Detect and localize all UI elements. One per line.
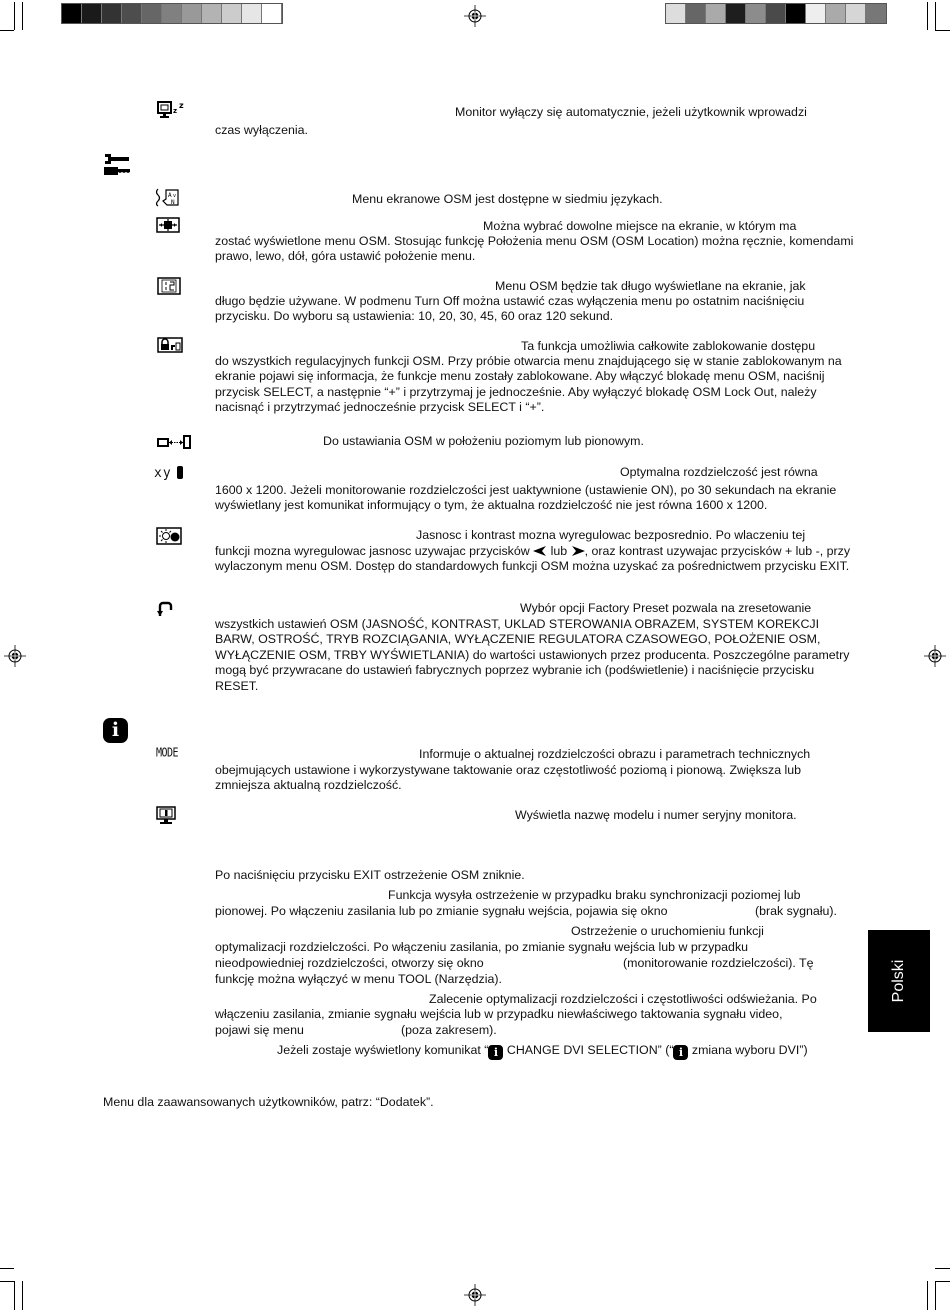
monitor-info-text-line1: Wyświetla nazwę modelu i numer seryjny monitora. — [515, 808, 797, 822]
calibration-swatch — [806, 4, 826, 23]
out-of-range-text-line2: włączeniu zasilania, zmianie sygnału wejścia lub w przypadku niewłaściwego taktowania sygnału video, — [215, 1007, 783, 1021]
out-of-range-text-line3b: (poza zakresem). — [401, 1023, 497, 1037]
calibration-swatch — [122, 4, 142, 23]
calibration-swatch — [786, 4, 806, 23]
monitor-info-icon — [156, 806, 176, 826]
crop-mark — [22, 2, 23, 30]
mode-icon-label: MODE — [156, 746, 179, 761]
brightness-contrast-icon — [156, 527, 182, 545]
calibration-swatch — [866, 4, 886, 23]
crop-mark — [22, 1281, 23, 1310]
crop-mark — [0, 1281, 14, 1282]
svg-text:N: N — [171, 199, 175, 206]
resolution-warning-text-line2: optymalizacji rozdzielczości. Po włączeniu zasilania, po zmianie sygnału wejścia lub w przypadku — [215, 940, 749, 954]
left-arrow-icon — [533, 546, 547, 556]
crop-mark — [935, 30, 950, 31]
resolution-warning-text-line1: Ostrzeżenie o uruchomieniu funkcji — [571, 924, 764, 938]
factory-preset-text: wszystkich ustawień OSM (JASNOŚĆ, KONTRAST, UKLAD STEROWANIA OBRAZEM, SYSTEM KOREKCJI BARW, OSTROŚĆ, TRYB ROZCIĄGANIA, WYŁĄCZENIE REGULATORA CZASOWEGO, POŁOŻENIE OSM, WYŁĄCZENIE OSM, TRBY WYŚWIETLANIA) do wartości ustawionych przez producenta. Poszczególne parametry mogą być przywracane do ustawień fabrycznych poprzez wybranie ich (podświetlenie) i naciśnięcie przycisku RESET. — [215, 617, 850, 693]
calibration-swatch — [62, 4, 82, 23]
svg-text:z: z — [173, 107, 178, 115]
reset-arrow-icon — [157, 601, 173, 617]
info-icon: i — [488, 1045, 503, 1060]
calibration-swatch — [142, 4, 162, 23]
osm-timer-icon — [157, 277, 181, 295]
calibration-swatch — [202, 4, 222, 23]
calibration-swatch — [846, 4, 866, 23]
crop-mark — [935, 2, 936, 30]
svg-text:z: z — [179, 101, 184, 110]
hot-key-text-line1: Jasnosc i kontrast mozna wyregulowac bezposrednio. Po wlaczeniu tej — [416, 528, 806, 542]
crop-mark — [14, 2, 15, 30]
no-signal-text-line1: Funkcja wysyła ostrzeżenie w przypadku braku synchronizacji poziomej lub — [388, 888, 801, 902]
side-tab-label: Polski — [890, 959, 907, 1003]
no-signal-text-line2b: (brak sygnału). — [755, 904, 837, 918]
calibration-swatch — [262, 4, 282, 23]
registration-mark-icon — [4, 645, 26, 667]
resolution-warning-text-line3b: (monitorowanie rozdzielczości). Tę — [623, 956, 814, 970]
dvi-text-b: CHANGE DVI SELECTION” (“ — [503, 1043, 674, 1057]
crop-mark — [927, 2, 928, 30]
off-timer-text: czas wyłączenia. — [215, 123, 308, 137]
display-mode-text: obejmujących ustawione i wykorzystywane taktowanie oraz częstotliwość poziomą i pionową. Zwiększa lub zmniejsza aktualną rozdzielczość. — [215, 763, 802, 793]
calibration-swatch — [746, 4, 766, 23]
xy-icon-label: xy — [154, 466, 172, 481]
osm-location-text-line1: Można wybrać dowolne miejsce na ekranie, w którym ma — [483, 219, 797, 233]
dvi-text-a: Jeżeli zostaje wyświetlony komunikat “ — [277, 1043, 489, 1057]
monitor-sleep-icon — [157, 101, 187, 119]
exit-note: Po naciśnięciu przycisku EXIT ostrzeżenie OSM zniknie. — [215, 868, 525, 882]
crop-mark — [0, 30, 14, 31]
crop-mark — [935, 1268, 950, 1269]
registration-mark-icon — [464, 1284, 486, 1306]
osm-rotation-text-line1: Do ustawiania OSM w położeniu poziomym lub pionowym. — [323, 434, 644, 448]
calibration-swatch — [102, 4, 122, 23]
calibration-swatch — [162, 4, 182, 23]
calibration-swatch — [826, 4, 846, 23]
info-icon-label: i — [111, 719, 120, 741]
lock-icon — [157, 337, 183, 353]
crop-mark — [0, 1268, 14, 1269]
osm-location-text: zostać wyświetlone menu OSM. Stosując funkcję Położenia menu OSM (OSM Location) można ręcznie, komendami prawo, lewo, dół, góra ustawić położenie menu. — [215, 234, 854, 264]
advanced-menu-note: Menu dla zaawansowanych użytkowników, patrz: “Dodatek”. — [103, 1095, 434, 1109]
off-timer-text-line1: Monitor wyłączy się automatycznie, jeżeli użytkownik wprowadzi — [455, 105, 807, 119]
calibration-swatch — [766, 4, 786, 23]
crop-mark — [14, 1281, 15, 1310]
registration-mark-icon — [924, 645, 946, 667]
resolution-warning-text-line3: nieodpowiedniej rozdzielczości, otworzy się okno — [215, 956, 484, 970]
mode-icon — [156, 747, 178, 760]
crop-mark — [927, 1281, 928, 1310]
resolution-warning-text-line4: funkcję można wyłączyć w menu TOOL (Narzędzia). — [215, 972, 502, 986]
calibration-swatch — [222, 4, 242, 23]
osm-lock-out-text: do wszystkich regulacyjnych funkcji OSM. Przy próbie otwarcia menu znajdującego się w stanie zablokowanym na ekranie pojawi się informacja, że funkcje menu zostały zablokowane. Aby włączyć blokadę menu OSM, naciśnij przycisk SELECT, a następnie “+” i przytrzymaj je jednocześnie. Aby wyłączyć blokadę OSM Lock Out, należy nacisnąć i przytrzymać jednocześnie przycisk SELECT i “+”. — [215, 354, 842, 415]
svg-text:A: A — [168, 192, 172, 199]
info-icon — [103, 718, 128, 743]
hot-key-text-a: funkcji mozna wyregulowac jasnosc uzywajac przycisków — [215, 544, 534, 558]
resolution-notifier-text: 1600 x 1200. Jeżeli monitorowanie rozdzielczości jest uaktywnione (ustawienie ON), po 30 sekundach na ekranie wyświetlany jest komunikat informujący o tym, że aktualna rozdzielczość nie jest równa 1600 x 1200. — [215, 483, 837, 513]
calibration-swatch — [726, 4, 746, 23]
registration-mark-icon — [464, 5, 486, 27]
crop-mark — [935, 1281, 950, 1282]
resolution-notifier-text-line1: Optymalna rozdzielczość jest równa — [620, 465, 818, 479]
right-arrow-icon — [571, 546, 585, 556]
osm-turn-off-text: długo będzie używane. W podmenu Turn Off można ustawić czas wyłączenia menu po ostatnim naciśnięciu przycisku. Do wyboru są ustawienia: 10, 20, 30, 45, 60 oraz 120 sekund. — [215, 294, 805, 324]
osm-lock-out-text-line1: Ta funkcja umożliwia całkowite zablokowanie dostępu — [521, 339, 816, 353]
language-icon — [154, 187, 180, 207]
calibration-swatch — [706, 4, 726, 23]
language-text-line1: Menu ekranowe OSM jest dostępne w siedmiu językach. — [352, 192, 663, 206]
wrench-icon — [103, 153, 133, 177]
info-icon: i — [673, 1045, 688, 1060]
grayscale-calibration-strip — [61, 3, 283, 24]
dvi-text-c: zmiana wyboru DVI”) — [688, 1043, 808, 1057]
xy-info-icon — [154, 464, 186, 480]
display-mode-text-line1: Informuje o aktualnej rozdzielczości obrazu i parametrach technicznych — [419, 747, 811, 761]
osm-turn-off-text-line1: Menu OSM będzie tak długo wyświetlane na ekranie, jak — [495, 279, 806, 293]
osm-position-icon — [156, 217, 180, 233]
out-of-range-text-line1: Zalecenie optymalizacji rozdzielczości i częstotliwości odświeżania. Po — [429, 992, 817, 1006]
out-of-range-text-line3: pojawi się menu — [215, 1023, 304, 1037]
calibration-swatch — [242, 4, 262, 23]
calibration-swatch — [686, 4, 706, 23]
grayscale-calibration-strip — [665, 3, 887, 24]
calibration-swatch — [666, 4, 686, 23]
factory-preset-text-line1: Wybór opcji Factory Preset pozwala na zresetowanie — [520, 601, 812, 615]
rotation-icon — [157, 435, 191, 449]
calibration-swatch — [182, 4, 202, 23]
language-side-tab — [868, 930, 930, 1032]
svg-text:v: v — [173, 193, 177, 199]
dvi-selection-text — [277, 1043, 808, 1060]
hot-key-text — [215, 544, 855, 575]
hot-key-lub: lub — [547, 544, 571, 558]
calibration-swatch — [82, 4, 102, 23]
hot-key-text-b: , oraz kontrast uzywajac przycisków + lub -, przy wylaczonym menu OSM. Dostęp do standardowych funkcji OSM można uzyskać za pośrednictwem przycisku EXIT. — [215, 544, 851, 574]
no-signal-text-line2: pionowej. Po włączeniu zasilania lub po zmianie sygnału wejścia, pojawia się okno — [215, 904, 668, 918]
crop-mark — [935, 1281, 936, 1310]
